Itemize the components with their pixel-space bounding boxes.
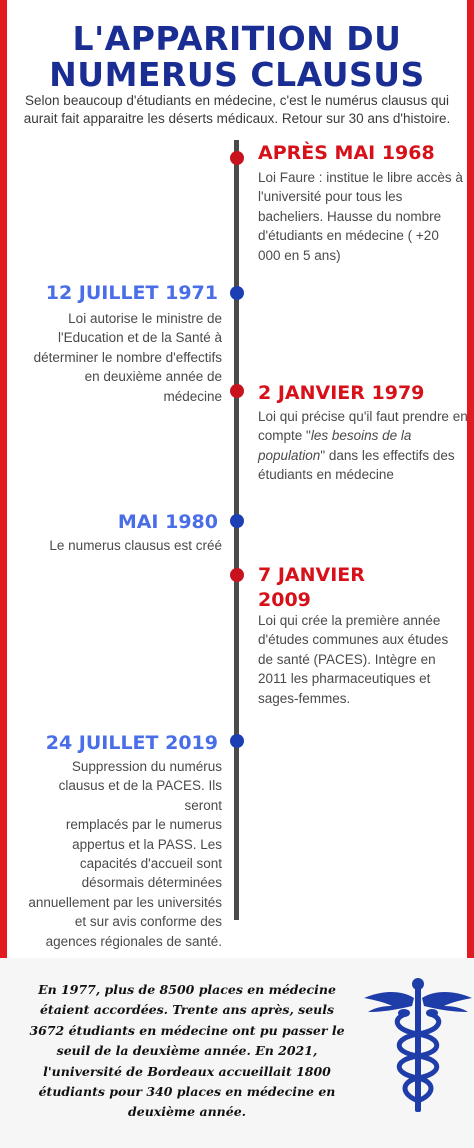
event-date-2: 12 JUILLET 1971	[45, 282, 218, 304]
footer-text	[28, 980, 346, 1123]
event-description-5	[258, 611, 466, 708]
event-description-6	[22, 757, 222, 951]
event-3-text-emphasis: les besoins de la population	[258, 428, 412, 463]
footer-line: étudiants pour 340 places en médecine en	[38, 1084, 336, 1100]
event-5-line: Loi qui crée la première année	[258, 613, 441, 628]
timeline-line	[234, 140, 239, 920]
footer-line: seuil de la deuxième année. En 2021,	[56, 1043, 318, 1059]
event-6-line: capacités d'accueil sont	[79, 856, 222, 872]
footer-line: l'université de Bordeaux accueillait 1800	[43, 1063, 331, 1079]
event-1-line: 000 en 5 ans)	[258, 247, 341, 263]
event-date-6: 24 JUILLET 2019	[45, 732, 218, 754]
intro-text: Selon beaucoup d'étudiants en médecine, c'est le numérus clausus qui aurait fait apparaitre les déserts médicaux. Retour sur 30 ans d'histoire.	[23, 93, 451, 126]
timeline-dot-3	[230, 384, 244, 398]
event-6-line: désormais déterminées	[81, 875, 222, 891]
footer-line: deuxième année.	[128, 1104, 246, 1120]
footer-panel	[0, 958, 474, 1148]
footer-line: étaient accordées. Trente ans après, seuls	[39, 1002, 335, 1018]
event-1-line: Loi Faure : institue le libre accès à	[258, 170, 463, 185]
event-description-2	[32, 309, 222, 406]
event-6-line: et sur avis conforme des	[74, 914, 222, 930]
event-date-1: APRÈS MAI 1968	[258, 142, 435, 164]
event-6-line: appertus et la PASS. Les	[72, 836, 222, 852]
event-date-5-line1: 7 JANVIER	[258, 564, 365, 586]
event-date-5-line2: 2009	[258, 589, 311, 611]
event-description-3	[258, 407, 468, 485]
event-description-1	[258, 168, 466, 265]
timeline-dot-6	[230, 734, 244, 748]
footer-line: En 1977, plus de 8500 places en médecine	[38, 982, 336, 997]
event-description-4	[32, 536, 222, 555]
event-3-text-a: Loi qui précise qu'il faut prendre en compte "	[258, 409, 468, 444]
event-2-line: en deuxième année de	[84, 369, 222, 385]
event-2-line: Loi autorise le ministre de	[68, 311, 222, 326]
event-2-line: déterminer le nombre d'effectifs	[33, 349, 222, 365]
event-5-line: 2011 les pharmaceutiques et	[258, 671, 431, 687]
event-2-line: médecine	[163, 388, 222, 404]
footer-line: 3672 étudiants en médecine ont pu passer le	[29, 1022, 345, 1038]
page-title-line1: L'APPARITION DU	[72, 19, 402, 58]
event-1-line: d'étudiants en médecine ( +20	[258, 228, 439, 244]
event-5-line: d'études communes aux études	[258, 632, 449, 648]
event-6-line: clausus et de la PACES. Ils seront	[58, 778, 222, 813]
event-6-line: Suppression du numérus	[71, 759, 222, 774]
caduceus-icon	[362, 976, 474, 1118]
timeline-dot-4	[230, 514, 244, 528]
event-2-line: l'Education et de la Santé à	[58, 330, 222, 346]
event-3-text-b: " dans les effectifs des étudiants en médecine	[258, 447, 455, 483]
timeline-dot-5	[230, 568, 244, 582]
event-date-4: MAI 1980	[117, 511, 218, 533]
timeline-dot-1	[230, 151, 244, 165]
event-5-line: de santé (PACES). Intègre en	[258, 651, 436, 667]
event-1-line: l'université pour tous les	[258, 189, 403, 205]
event-6-line: annuellement par les universités	[28, 894, 222, 910]
event-1-line: bacheliers. Hausse du nombre	[258, 208, 442, 224]
timeline-dot-2	[230, 286, 244, 300]
event-6-line: remplacés par le numerus	[65, 817, 222, 833]
event-date-3: 2 JANVIER 1979	[258, 382, 425, 404]
event-5-line: sages-femmes.	[258, 690, 351, 706]
event-4-line: Le numerus clausus est créé	[49, 538, 222, 553]
page-title-line2: NUMERUS CLAUSUS	[49, 55, 425, 94]
event-6-line: agences régionales de santé.	[45, 933, 222, 949]
